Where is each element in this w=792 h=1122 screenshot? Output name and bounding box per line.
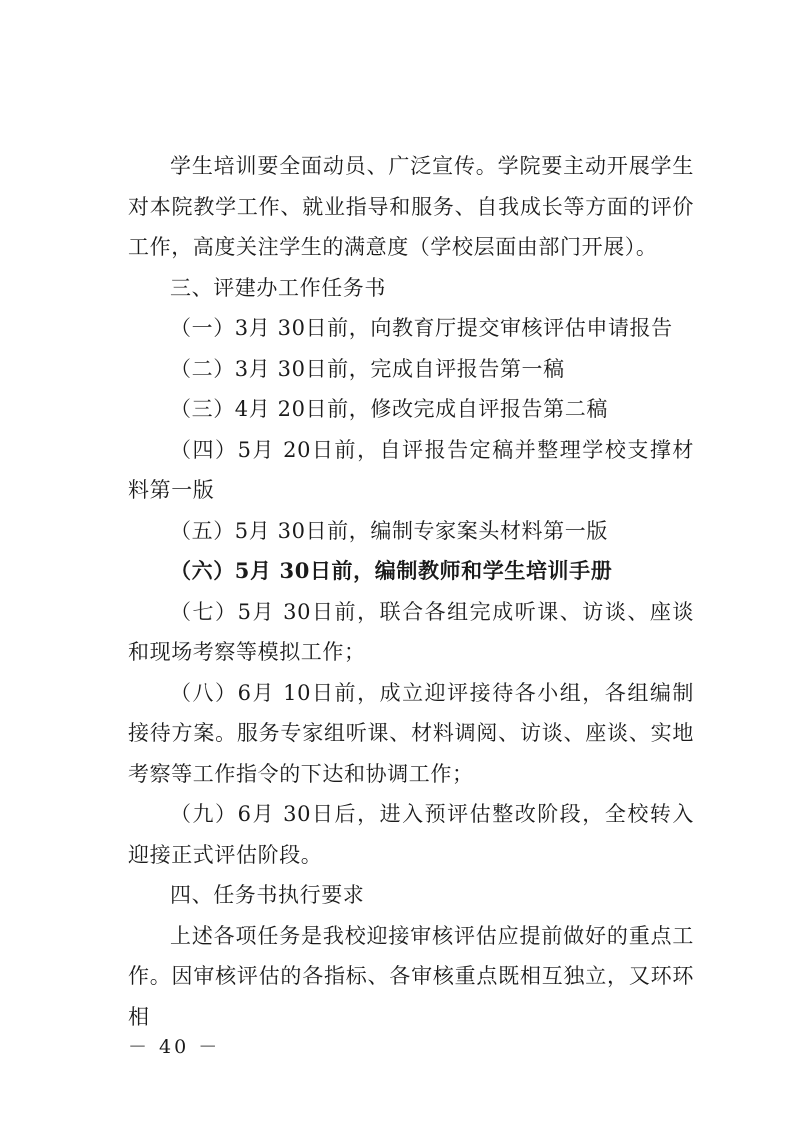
- section-heading-requirements: 四、任务书执行要求: [170, 883, 365, 907]
- page-number: － 40 －: [128, 1036, 221, 1058]
- task-item-7: （七）5月 30日前，联合各组完成听课、访谈、座谈和现场考察等模拟工作；: [128, 599, 694, 664]
- task-item-4: （四）5月 20日前，自评报告定稿并整理学校支撑材料第一版: [128, 437, 694, 502]
- body-text: [128, 146, 694, 1037]
- task-item-9: （九）6月 30日后，进入预评估整改阶段，全校转入迎接正式评估阶段。: [128, 802, 694, 867]
- section-heading-task-book: 三、评建办工作任务书: [170, 275, 386, 300]
- task-item-2: （二）3月 30日前，完成自评报告第一稿: [170, 356, 565, 381]
- task-item-5: （五）5月 30日前，编制专家案头材料第一版: [170, 518, 608, 543]
- paragraph-requirements: 上述各项任务是我校迎接审核评估应提前做好的重点工作。因审核评估的各指标、各审核重点既相互独立，又环环相: [128, 923, 694, 1029]
- task-item-1: （一）3月 30日前，向教育厅提交审核评估申请报告: [170, 316, 673, 340]
- task-item-8: （八）6月 10日前，成立迎评接待各小组，各组编制接待方案。服务专家组听课、材料调阅、访谈、座谈、实地考察等工作指令的下达和协调工作；: [128, 680, 694, 786]
- task-item-6: （六）5月 30日前，编制教师和学生培训手册: [170, 558, 613, 583]
- task-item-3: （三）4月 20日前，修改完成自评报告第二稿: [170, 397, 608, 421]
- paragraph-student-training: 学生培训要全面动员、广泛宣传。学院要主动开展学生对本院教学工作、就业指导和服务、自我成长等方面的评价工作，高度关注学生的满意度（学校层面由部门开展）。: [128, 154, 694, 259]
